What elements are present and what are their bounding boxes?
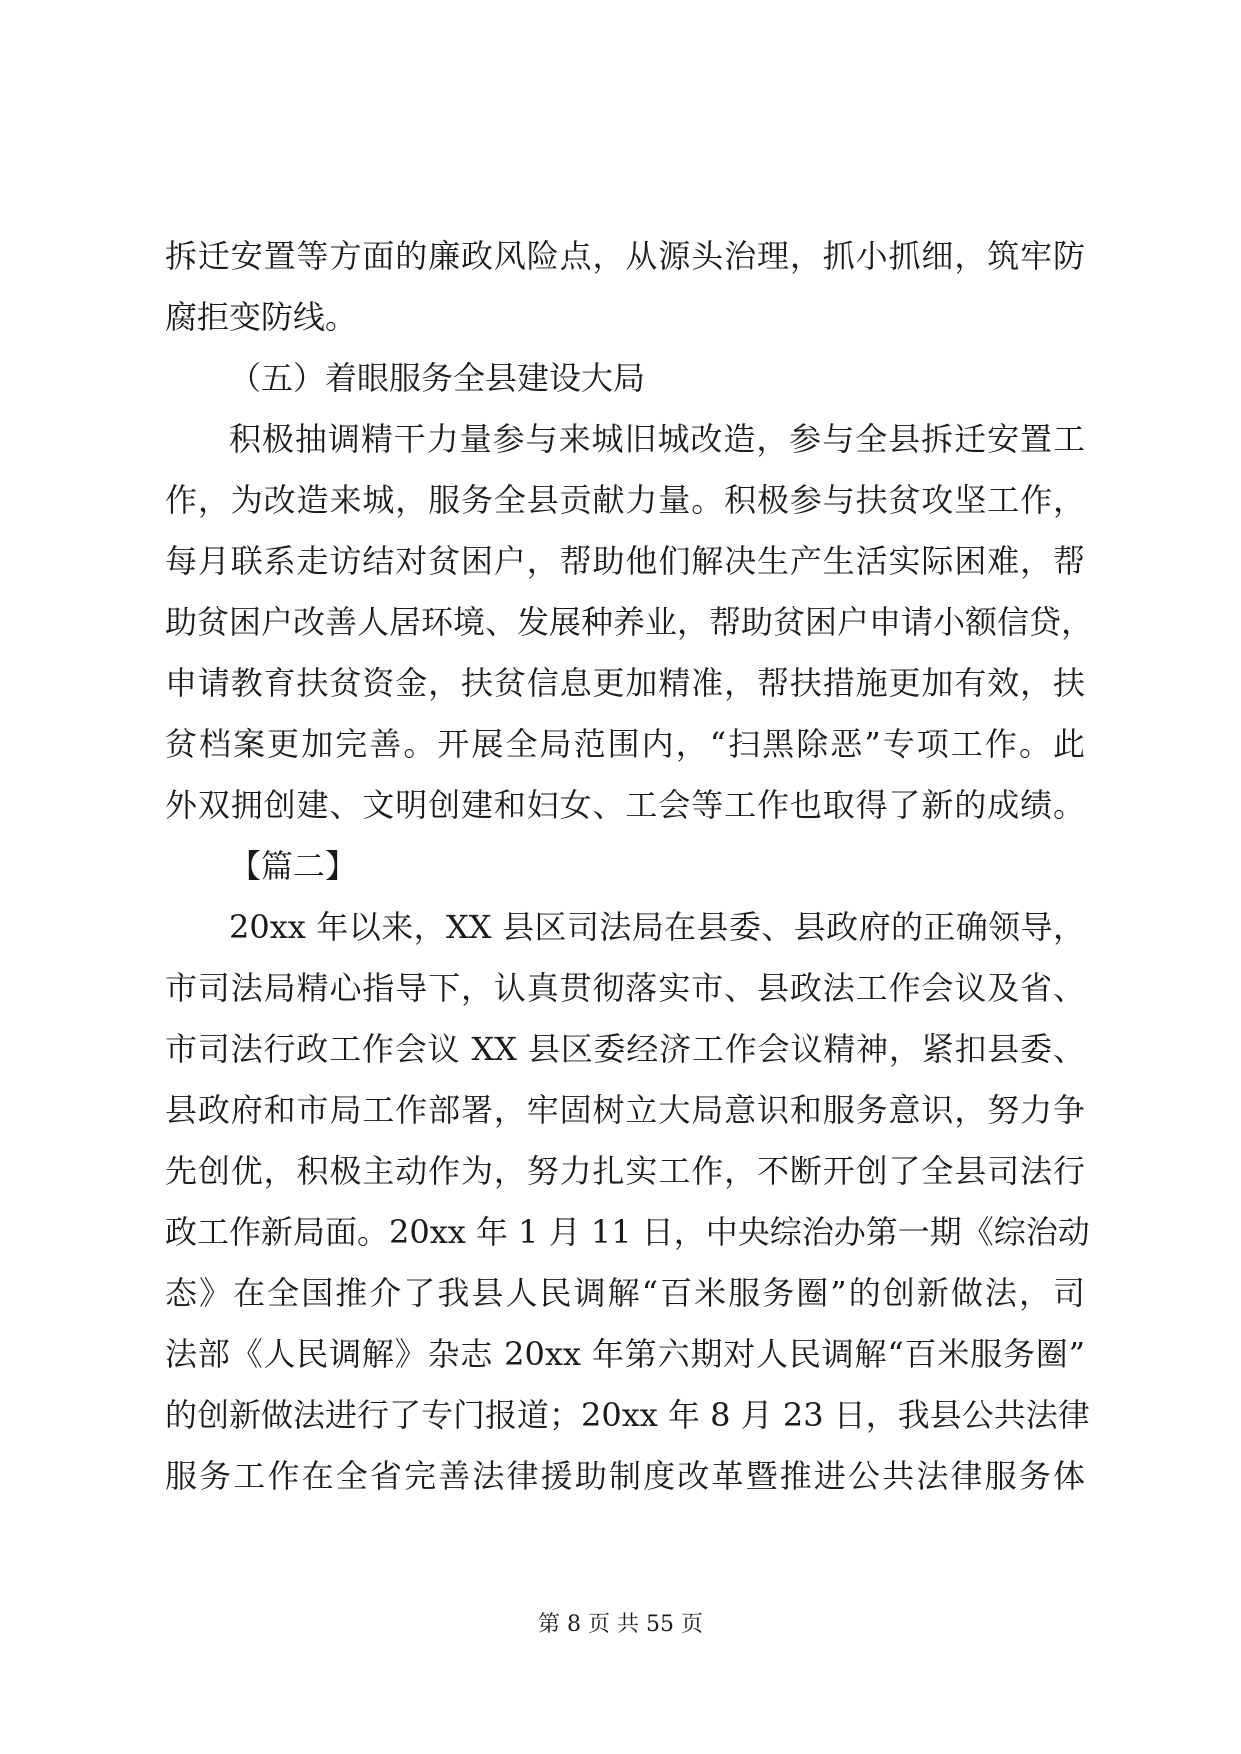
body-line: 市司法行政工作会议 XX 县区委经济工作会议精神，紧扣县委、 [165, 1030, 1085, 1068]
body-line: 政工作新局面。20xx 年 1 月 11 日，中央综治办第一期《综治动 [165, 1213, 1090, 1251]
body-line: 作，为改造来城，服务全县贡献力量。积极参与扶贫攻坚工作， [165, 481, 1085, 519]
document-body [165, 226, 1094, 1507]
body-line: 积极抽调精干力量参与来城旧城改造，参与全县拆迁安置工 [229, 420, 1085, 458]
body-line: 每月联系走访结对贫困户，帮助他们解决生产生活实际困难，帮 [165, 542, 1085, 580]
section-heading-part-two: 【篇二】 [229, 847, 358, 885]
body-line: 县政府和市局工作部署，牢固树立大局意识和服务意识，努力争 [165, 1091, 1085, 1129]
body-line: 拆迁安置等方面的廉政风险点，从源头治理，抓小抓细，筑牢防 [165, 237, 1085, 275]
body-line: 腐拒变防线。 [165, 298, 358, 336]
body-line: 20xx 年以来，XX 县区司法局在县委、县政府的正确领导， [229, 908, 1085, 946]
body-line: 贫档案更加完善。开展全局范围内，“扫黑除恶”专项工作。此 [165, 725, 1085, 763]
body-line: 市司法局精心指导下，认真贯彻落实市、县政法工作会议及省、 [165, 969, 1085, 1007]
section-heading-five: （五）着眼服务全县建设大局 [229, 359, 646, 397]
body-line: 外双拥创建、文明创建和妇女、工会等工作也取得了新的成绩。 [165, 786, 1085, 824]
body-line: 服务工作在全省完善法律援助制度改革暨推进公共法律服务体 [165, 1457, 1085, 1495]
body-line: 申请教育扶贫资金，扶贫信息更加精准，帮扶措施更加有效，扶 [165, 664, 1085, 702]
body-line: 先创优，积极主动作为，努力扎实工作，不断开创了全县司法行 [165, 1152, 1085, 1190]
body-line: 态》在全国推介了我县人民调解“百米服务圈”的创新做法，司 [165, 1274, 1085, 1312]
body-line: 的创新做法进行了专门报道；20xx 年 8 月 23 日，我县公共法律 [165, 1396, 1090, 1434]
body-line: 法部《人民调解》杂志 20xx 年第六期对人民调解“百米服务圈” [165, 1335, 1085, 1373]
page-number-footer: 第 8 页 共 55 页 [538, 1612, 703, 1637]
body-line: 助贫困户改善人居环境、发展种养业，帮助贫困户申请小额信贷， [165, 603, 1094, 641]
